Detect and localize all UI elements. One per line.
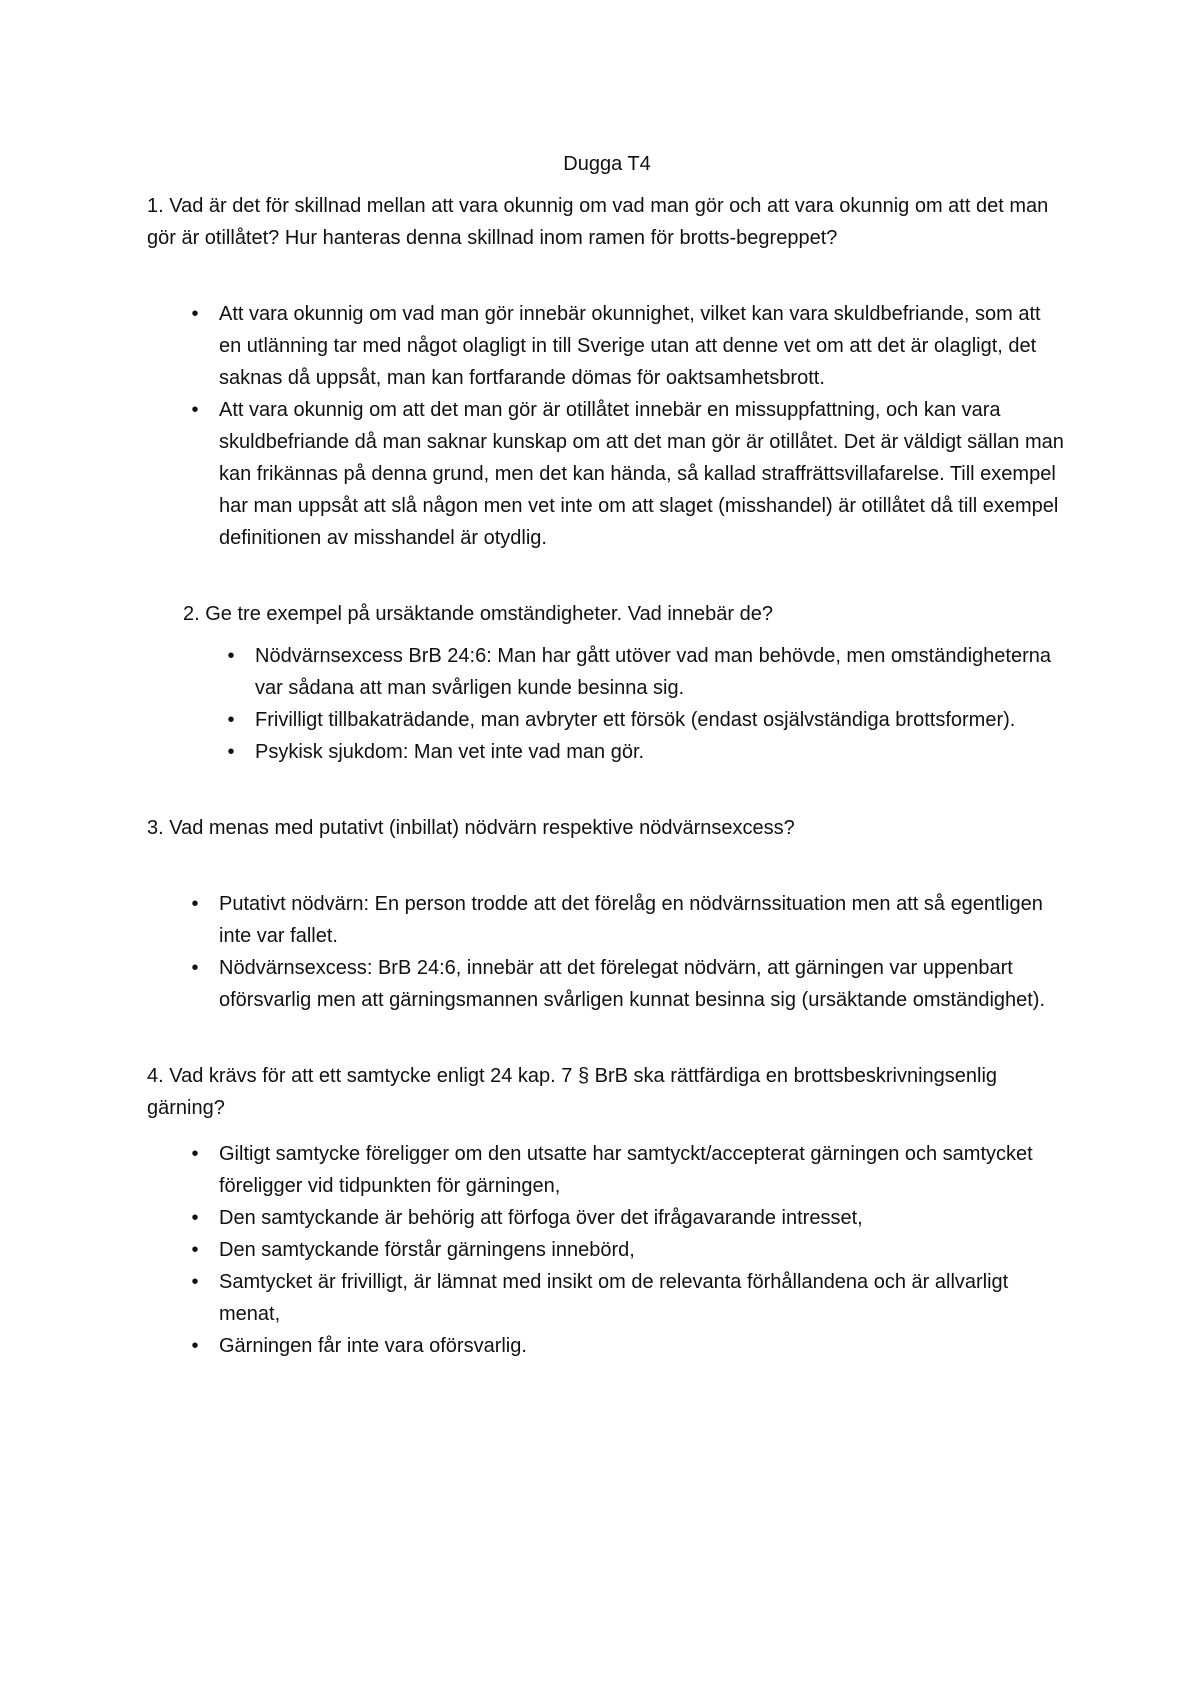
list-item	[147, 640, 1067, 704]
bullet-icon: •	[227, 741, 235, 763]
answer-text: Den samtyckande är behörig att förfoga över det ifrågavarande intresset,	[219, 1207, 863, 1229]
bullet-icon: •	[191, 957, 199, 979]
answer-list-4	[147, 1138, 1067, 1362]
question-1: 1. Vad är det för skillnad mellan att vara okunnig om vad man gör och att vara okunnig om att det man gör är otillåtet? Hur hanteras denna skillnad inom ramen för brotts-begreppet?	[147, 195, 1049, 249]
list-item	[147, 888, 1067, 952]
bullet-icon: •	[191, 1143, 199, 1165]
list-item	[147, 1202, 1067, 1234]
list-item	[147, 1234, 1067, 1266]
answer-text: Samtycket är frivilligt, är lämnat med insikt om de relevanta förhållandena och är allvarligt menat,	[219, 1271, 1009, 1325]
answer-text: Frivilligt tillbakaträdande, man avbryter ett försök (endast osjälvständiga brottsformer).	[255, 709, 1016, 731]
list-item	[147, 1330, 1067, 1362]
bullet-icon: •	[191, 1335, 199, 1357]
bullet-icon: •	[191, 1207, 199, 1229]
answer-text: Nödvärnsexcess BrB 24:6: Man har gått utöver vad man behövde, men omständigheterna var sådana att man svårligen kunde besinna sig.	[255, 645, 1052, 699]
list-item	[147, 394, 1067, 554]
question-4: 4. Vad krävs för att ett samtycke enligt 24 kap. 7 § BrB ska rättfärdiga en brottsbeskrivningsenlig gärning?	[147, 1065, 998, 1119]
answer-text: Nödvärnsexcess: BrB 24:6, innebär att det förelegat nödvärn, att gärningen var uppenbart oförsvarlig men att gärningsmannen svårligen kunnat besinna sig (ursäktande omständighet).	[219, 957, 1046, 1011]
list-item	[147, 952, 1067, 1016]
answer-list-3	[147, 888, 1067, 1016]
bullet-icon: •	[191, 303, 199, 325]
bullet-icon: •	[191, 399, 199, 421]
answer-text: Gärningen får inte vara oförsvarlig.	[219, 1335, 527, 1357]
answer-text: Den samtyckande förstår gärningens innebörd,	[219, 1239, 635, 1261]
list-item	[147, 298, 1067, 394]
list-item	[147, 1138, 1067, 1202]
answer-text: Att vara okunnig om att det man gör är otillåtet innebär en missuppfattning, och kan vara skuldbefriande då man saknar kunskap om att det man gör är otillåtet. Det är väldigt sällan man kan frikännas på denna grund, men det kan hända, så kallad straffrättsvillafarelse. Till exempel har man uppsåt att slå någon men vet inte om att slaget (misshandel) är otillåtet då till exempel definitionen av misshandel är otydlig.	[219, 399, 1064, 549]
bullet-icon: •	[227, 709, 235, 731]
question-3: 3. Vad menas med putativt (inbillat) nödvärn respektive nödvärnsexcess?	[147, 817, 795, 839]
bullet-icon: •	[191, 893, 199, 915]
bullet-icon: •	[191, 1271, 199, 1293]
list-item	[147, 736, 1067, 768]
bullet-icon: •	[227, 645, 235, 667]
document-title: Dugga T4	[563, 153, 651, 175]
answer-text: Psykisk sjukdom: Man vet inte vad man gör.	[255, 741, 645, 763]
list-item	[147, 704, 1067, 736]
document-body	[147, 148, 1067, 1362]
answer-text: Putativt nödvärn: En person trodde att det förelåg en nödvärnssituation men att så egentligen inte var fallet.	[219, 893, 1043, 947]
answer-text: Giltigt samtycke föreligger om den utsatte har samtyckt/accepterat gärningen och samtycket föreligger vid tidpunkten för gärningen,	[219, 1143, 1033, 1197]
answer-list-1	[147, 298, 1067, 554]
question-2: 2. Ge tre exempel på ursäktande omständigheter. Vad innebär de?	[183, 603, 774, 625]
list-item	[147, 1266, 1067, 1330]
answer-list-2	[147, 640, 1067, 768]
bullet-icon: •	[191, 1239, 199, 1261]
answer-text: Att vara okunnig om vad man gör innebär okunnighet, vilket kan vara skuldbefriande, som att en utlänning tar med något olagligt in till Sverige utan att denne vet om att det är olagligt, det saknas då uppsåt, man kan fortfarande dömas för oaktsamhetsbrott.	[219, 303, 1041, 389]
